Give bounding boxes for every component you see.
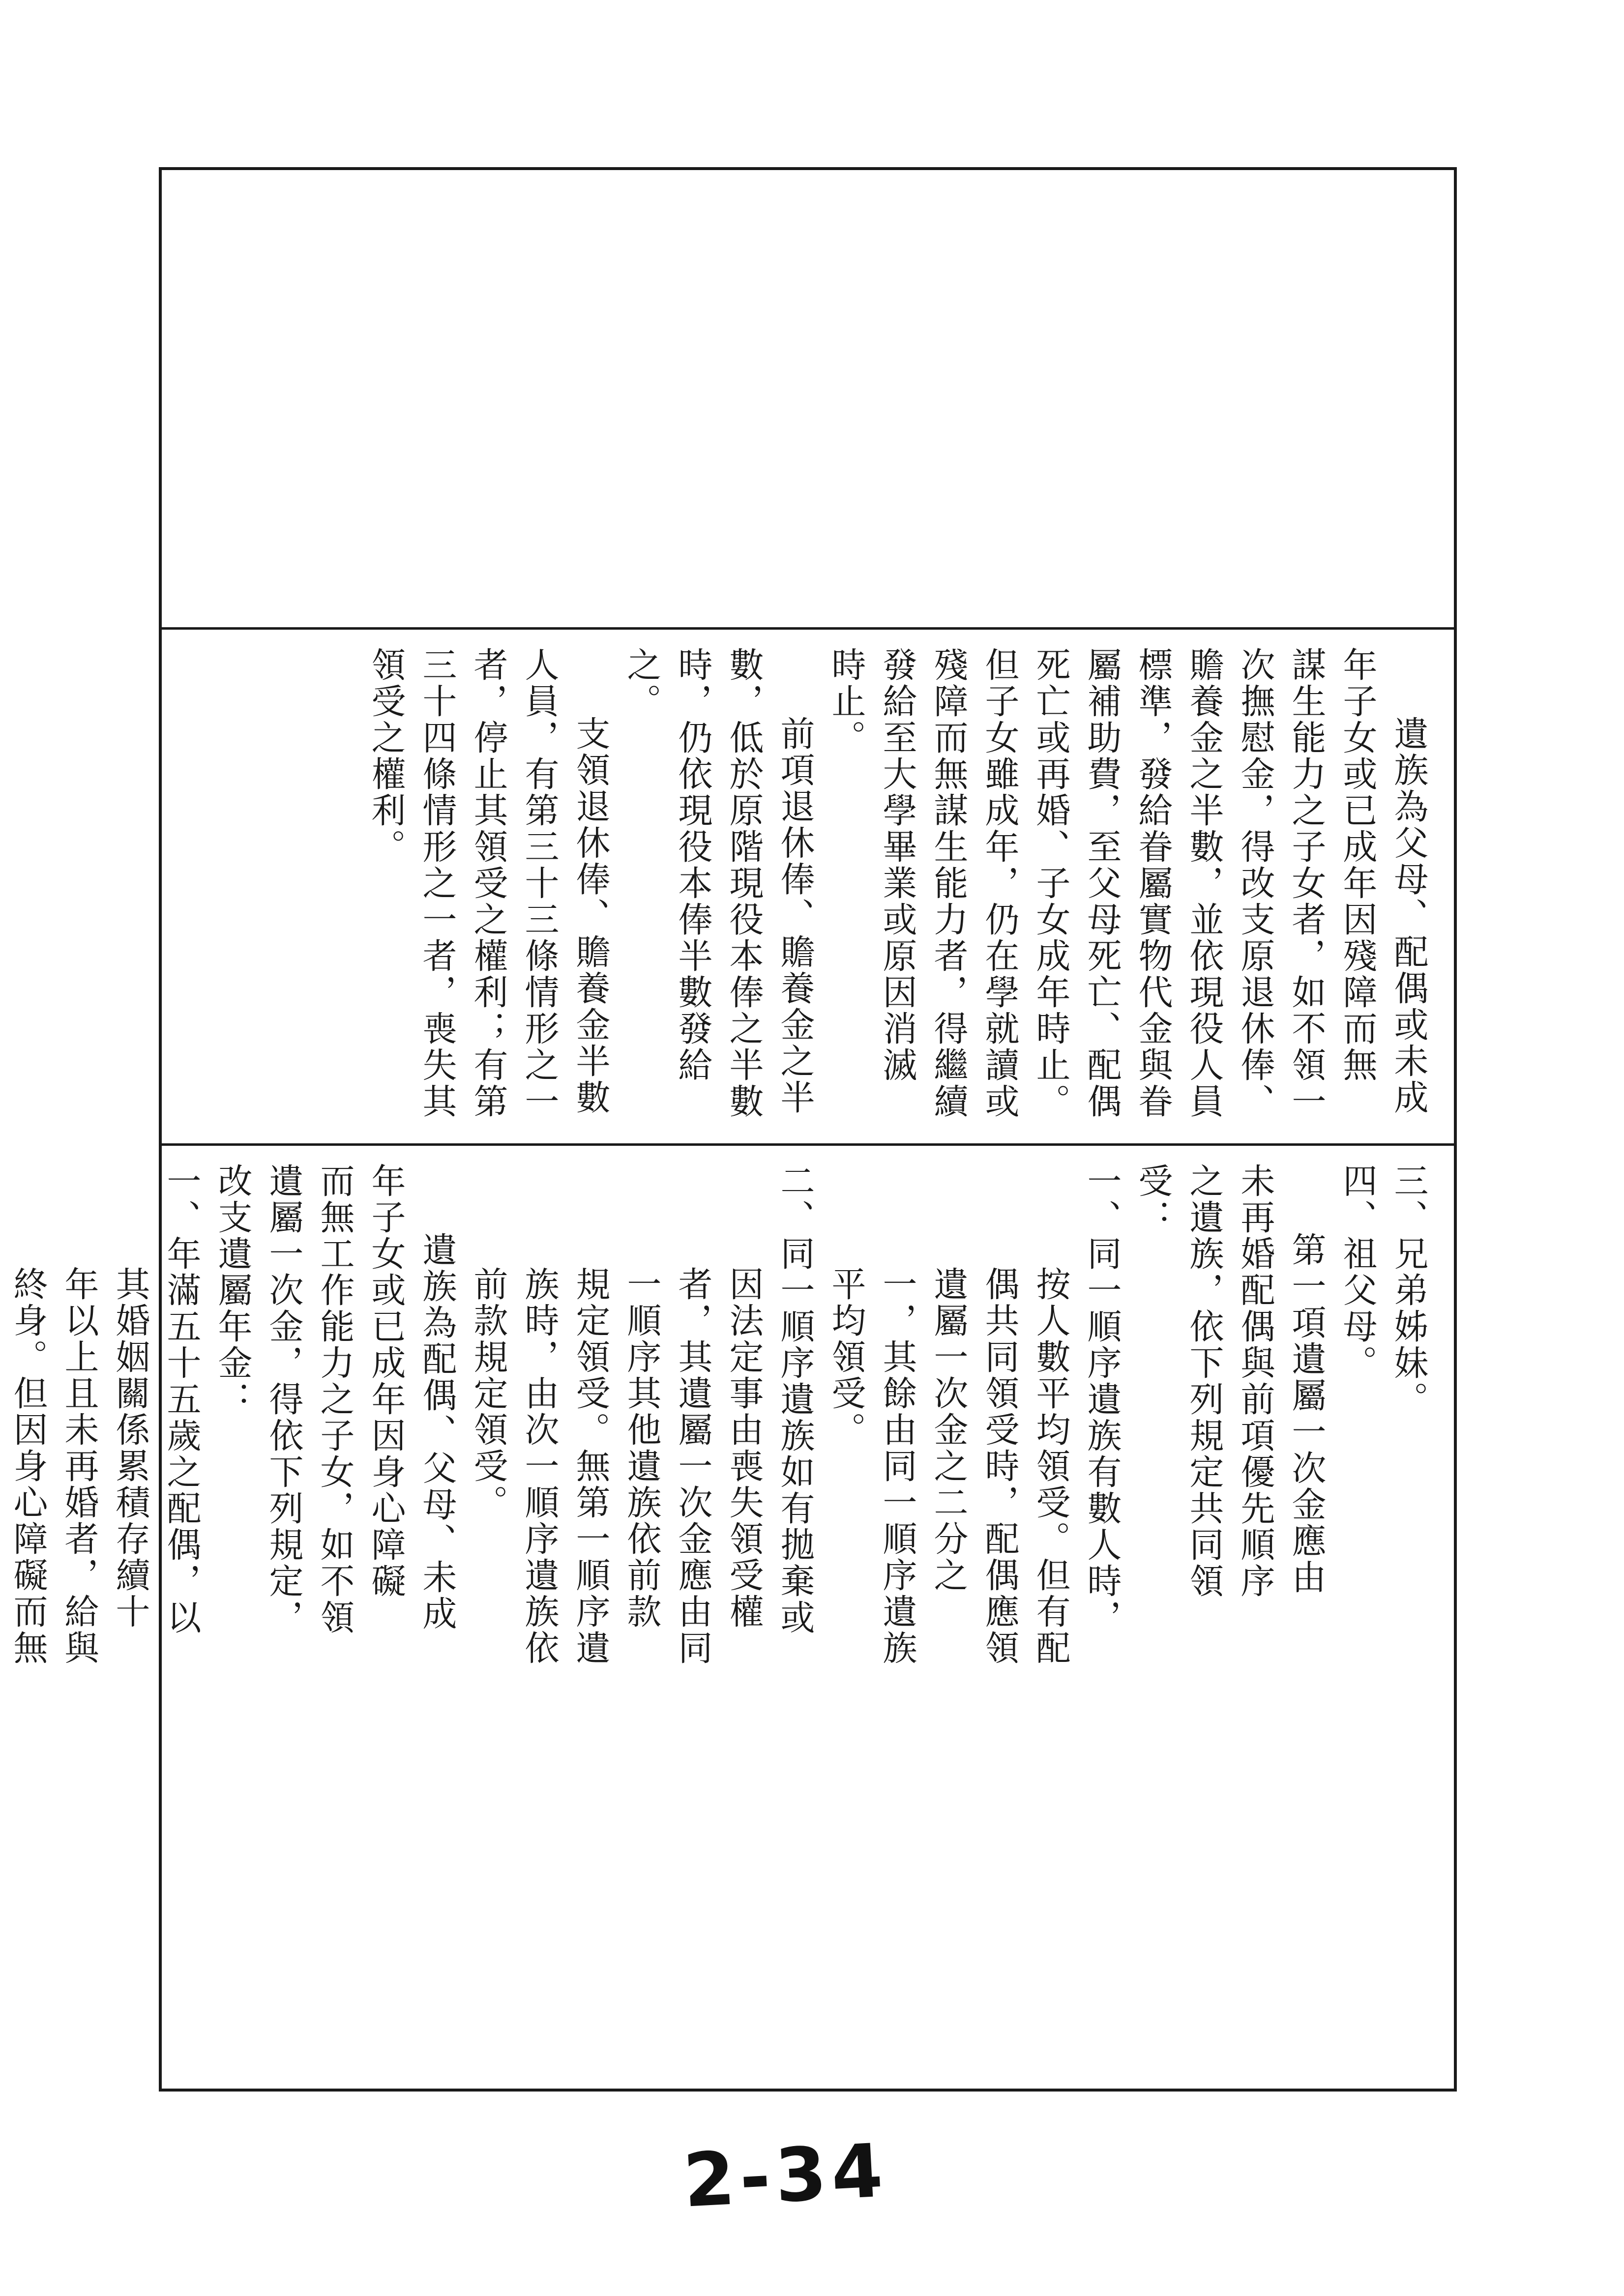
text-line: 一順序其他遺族依前款 [621, 1266, 662, 1630]
text-line: 之。 [621, 647, 662, 720]
text-line: 但子女雖成年，仍在學就讀或 [979, 647, 1020, 1120]
text-line: 時止。 [826, 647, 866, 756]
text-line: 族時，由次一順序遺族依 [519, 1266, 560, 1666]
table-divider-lower [162, 1143, 1454, 1146]
text-line: 終身。但因身心障礙而無 [8, 1266, 48, 1666]
text-line: 未再婚配偶與前項優先順序 [1235, 1163, 1275, 1599]
text-line: 年子女或已成年因殘障而無 [1337, 647, 1378, 1083]
text-line: 改支遺屬年金： [212, 1163, 253, 1418]
text-line: 前項退休俸、贍養金之半 [775, 716, 815, 1116]
text-line: 殘障而無謀生能力者，得繼續 [928, 647, 969, 1120]
text-line: 遺屬一次金，得依下列規定， [264, 1163, 304, 1636]
text-line: 之遺族，依下列規定共同領 [1184, 1163, 1224, 1599]
text-line: 人員，有第三十三條情形之一 [519, 647, 560, 1120]
table-divider-upper [162, 627, 1454, 630]
text-line: 按人數平均領受。但有配 [1031, 1266, 1071, 1666]
text-line: 其婚姻關係累積存續十 [110, 1266, 150, 1630]
text-line: 謀生能力之子女者，如不領一 [1286, 647, 1327, 1120]
text-line: 領受之權利。 [366, 647, 406, 865]
text-line: 一、年滿五十五歲之配偶，以 [161, 1163, 202, 1636]
lower-cell-text [8, 1163, 1434, 2077]
text-line: 三十四條情形之一者，喪失其 [417, 647, 457, 1120]
text-line: 遺族為配偶、父母、未成 [417, 1232, 457, 1632]
text-line: 受： [1133, 1163, 1173, 1236]
text-line: 者，停止其領受之權利；有第 [468, 647, 508, 1120]
text-line: 贍養金之半數，並依現役人員 [1184, 647, 1224, 1120]
text-line: 一、同一順序遺族有數人時， [1082, 1163, 1122, 1636]
text-line: 因法定事由喪失領受權 [724, 1266, 764, 1630]
text-line: 者，其遺屬一次金應由同 [673, 1266, 713, 1666]
text-line: 前款規定領受。 [468, 1266, 508, 1521]
text-line: 遺族為父母、配偶或未成 [1388, 716, 1429, 1116]
text-line: 支領退休俸、贍養金半數 [570, 716, 611, 1116]
text-line: 屬補助費，至父母死亡、配偶 [1082, 647, 1122, 1120]
text-line: 三、兄弟姊妹。 [1388, 1163, 1429, 1418]
text-line: 年以上且未再婚者，給與 [59, 1266, 99, 1666]
text-line: 二、同一順序遺族如有拋棄或 [775, 1163, 815, 1636]
text-line: 規定領受。無第一順序遺 [570, 1266, 611, 1666]
text-line: 偶共同領受時，配偶應領 [979, 1266, 1020, 1666]
text-line: 次撫慰金，得改支原退休俸、 [1235, 647, 1275, 1120]
upper-cell-text [176, 647, 1434, 1120]
text-line: 而無工作能力之子女，如不領 [315, 1163, 355, 1636]
text-line: 四、祖父母。 [1337, 1163, 1378, 1381]
text-line: 時，仍依現役本俸半數發給 [673, 647, 713, 1083]
text-line: 發給至大學畢業或原因消滅 [877, 647, 917, 1083]
text-line: 標準，發給眷屬實物代金與眷 [1133, 647, 1173, 1120]
page-number: 2-34 [681, 2128, 890, 2224]
text-line: 一，其餘由同一順序遺族 [877, 1266, 917, 1666]
text-line: 第一項遺屬一次金應由 [1286, 1232, 1327, 1596]
text-line: 遺屬一次金之二分之 [928, 1266, 969, 1594]
document-table-frame [8, 167, 1457, 2092]
text-line: 年子女或已成年因身心障礙 [366, 1163, 406, 1599]
text-line: 死亡或再婚、子女成年時止。 [1031, 647, 1071, 1120]
text-line: 平均領受。 [826, 1266, 866, 1448]
text-line: 數，低於原階現役本俸之半數 [724, 647, 764, 1120]
